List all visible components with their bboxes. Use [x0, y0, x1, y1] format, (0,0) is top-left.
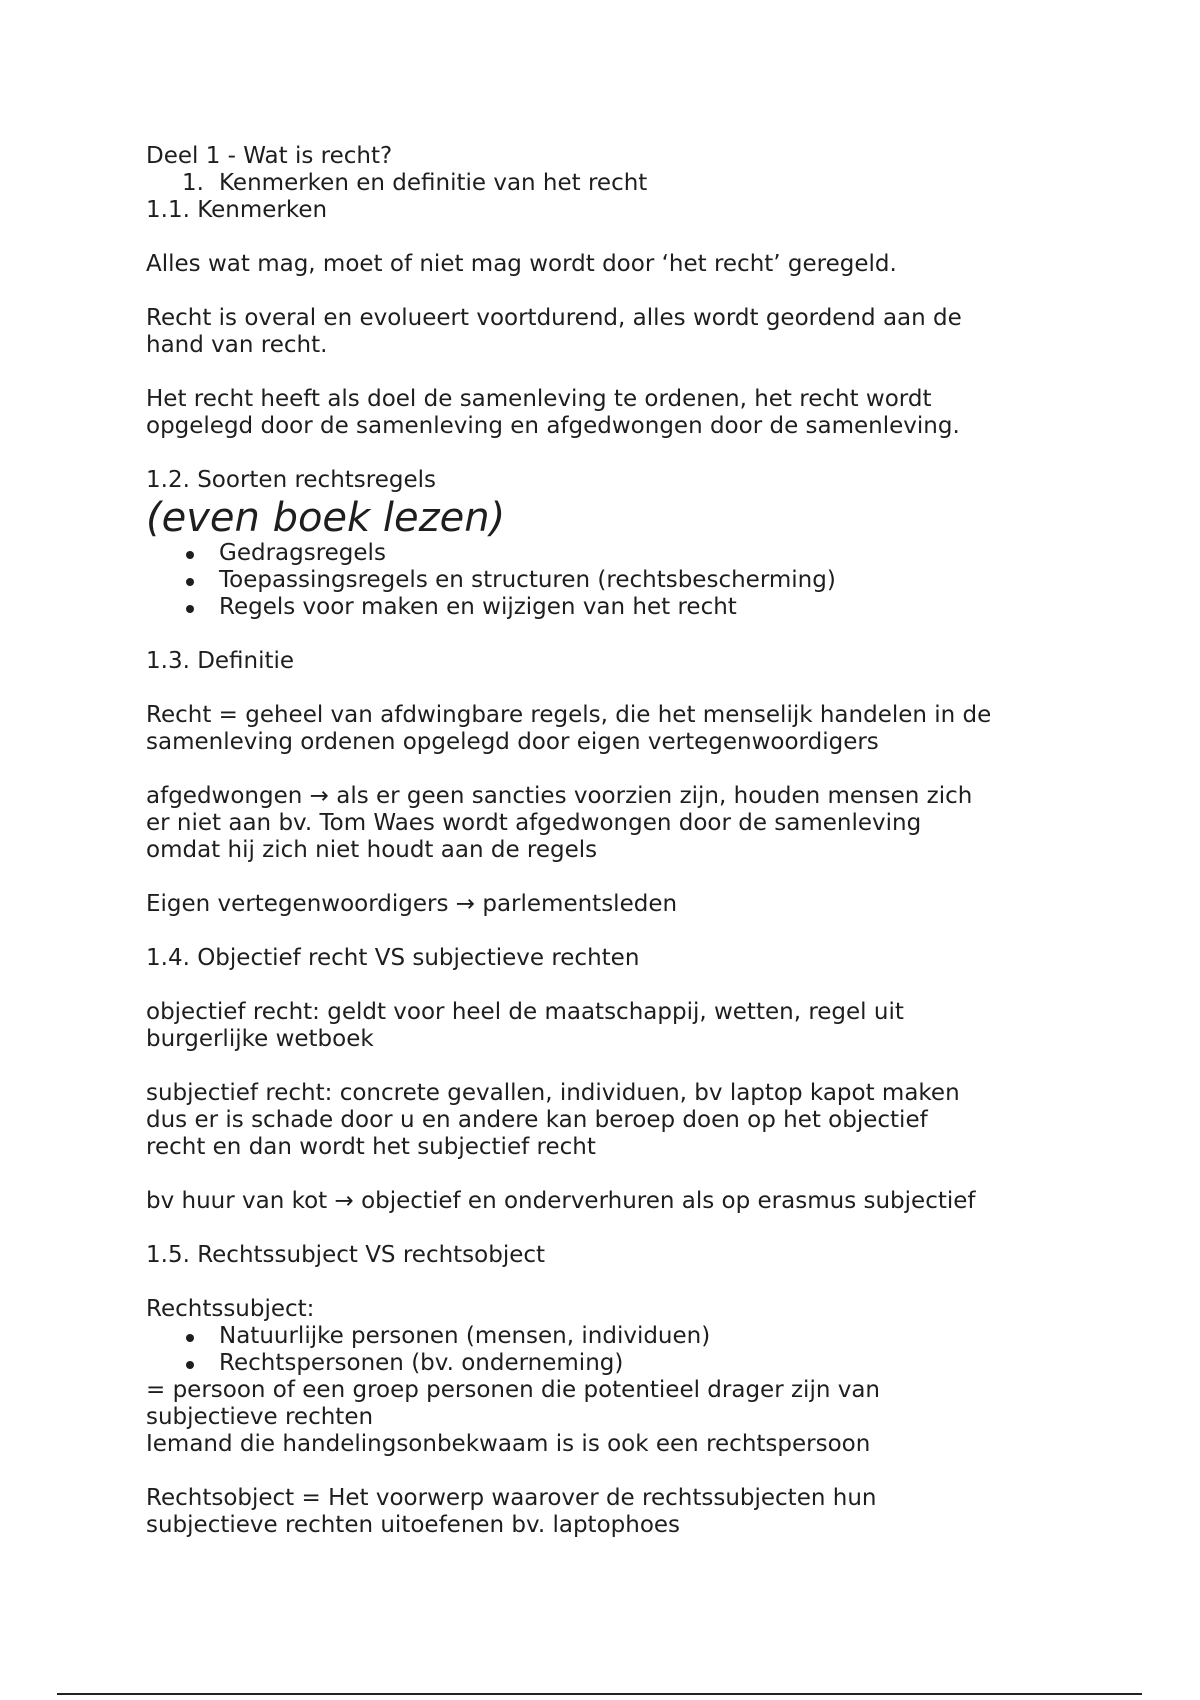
paragraph-1-4-b-line: subjectief recht: concrete gevallen, individuen, bv laptop kapot maken: [146, 1080, 960, 1106]
chapter-item: [146, 170, 1076, 197]
note-even-boek-lezen: (even boek lezen): [146, 495, 506, 541]
paragraph-1-1-c-line: Het recht heeft als doel de samenleving te ordenen, het recht wordt: [146, 386, 932, 412]
list-item: Rechtspersonen (bv. onderneming): [146, 1350, 1076, 1377]
paragraph-1-4-a-line: burgerlijke wetboek: [146, 1026, 374, 1052]
heading-1-2: 1.2. Soorten rechtsregels: [146, 467, 437, 493]
paragraph-1-3-a-line: Recht = geheel van afdwingbare regels, die het menselijk handelen in de: [146, 702, 992, 728]
paragraph-1-3-b-line: er niet aan bv. Tom Waes wordt afgedwongen door de samenleving: [146, 810, 922, 836]
heading-1-4: 1.4. Objectief recht VS subjectieve rechten: [146, 945, 640, 971]
paragraph-1-1-a: Alles wat mag, moet of niet mag wordt door ‘het recht’ geregeld.: [146, 251, 897, 277]
paragraph-1-4-c: bv huur van kot → objectief en onderverhuren als op erasmus subjectief: [146, 1188, 976, 1214]
paragraph-1-1-b-line: Recht is overal en evolueert voortdurend, alles wordt geordend aan de: [146, 305, 962, 331]
rechtssubject-list: [146, 1323, 1076, 1377]
bullet-icon: [186, 578, 194, 586]
paragraph-1-5-a-line: subjectieve rechten: [146, 1404, 374, 1430]
paragraph-1-1-c-line: opgelegd door de samenleving en afgedwongen door de samenleving.: [146, 413, 960, 439]
paragraph-1-5-b-line: Rechtsobject = Het voorwerp waarover de rechtssubjecten hun: [146, 1485, 877, 1511]
heading-1-5: 1.5. Rechtssubject VS rechtsobject: [146, 1242, 546, 1268]
document-content: [146, 143, 1076, 1539]
bullet-icon: [186, 1361, 194, 1369]
chapter-title: Kenmerken en definitie van het recht: [219, 170, 648, 196]
paragraph-1-5-a-line: Iemand die handelingsonbekwaam is is ook een rechtspersoon: [146, 1431, 871, 1457]
paragraph-1-3-b-line: omdat hij zich niet houdt aan de regels: [146, 837, 598, 863]
chapter-list: [146, 170, 1076, 197]
list-item: Natuurlijke personen (mensen, individuen): [146, 1323, 1076, 1350]
paragraph-1-4-b-line: dus er is schade door u en andere kan beroep doen op het objectief: [146, 1107, 928, 1133]
paragraph-1-3-a-line: samenleving ordenen opgelegd door eigen vertegenwoordigers: [146, 729, 879, 755]
paragraph-1-4-b-line: recht en dan wordt het subjectief recht: [146, 1134, 596, 1160]
heading-1-3: 1.3. Definitie: [146, 648, 295, 674]
page-bottom-rule: [57, 1693, 1142, 1695]
list-item: Toepassingsregels en structuren (rechtsbescherming): [146, 567, 1076, 594]
part-title: Deel 1 - Wat is recht?: [146, 143, 393, 169]
bullet-icon: [186, 605, 194, 613]
paragraph-1-4-a-line: objectief recht: geldt voor heel de maatschappij, wetten, regel uit: [146, 999, 904, 1025]
chapter-number: 1.: [182, 170, 204, 196]
paragraph-1-3-b-line: afgedwongen → als er geen sancties voorzien zijn, houden mensen zich: [146, 783, 973, 809]
list-item: Regels voor maken en wijzigen van het recht: [146, 594, 1076, 621]
heading-1-1: 1.1. Kenmerken: [146, 197, 328, 223]
paragraph-1-3-c: Eigen vertegenwoordigers → parlementsleden: [146, 891, 678, 917]
paragraph-1-5-b-line: subjectieve rechten uitoefenen bv. laptophoes: [146, 1512, 681, 1538]
list-item: Gedragsregels: [146, 540, 1076, 567]
bullet-icon: [186, 1334, 194, 1342]
rechtssubject-label: Rechtssubject:: [146, 1296, 315, 1322]
rule-types-list: [146, 540, 1076, 621]
bullet-icon: [186, 551, 194, 559]
paragraph-1-5-a-line: = persoon of een groep personen die potentieel drager zijn van: [146, 1377, 881, 1403]
paragraph-1-1-b-line: hand van recht.: [146, 332, 328, 358]
